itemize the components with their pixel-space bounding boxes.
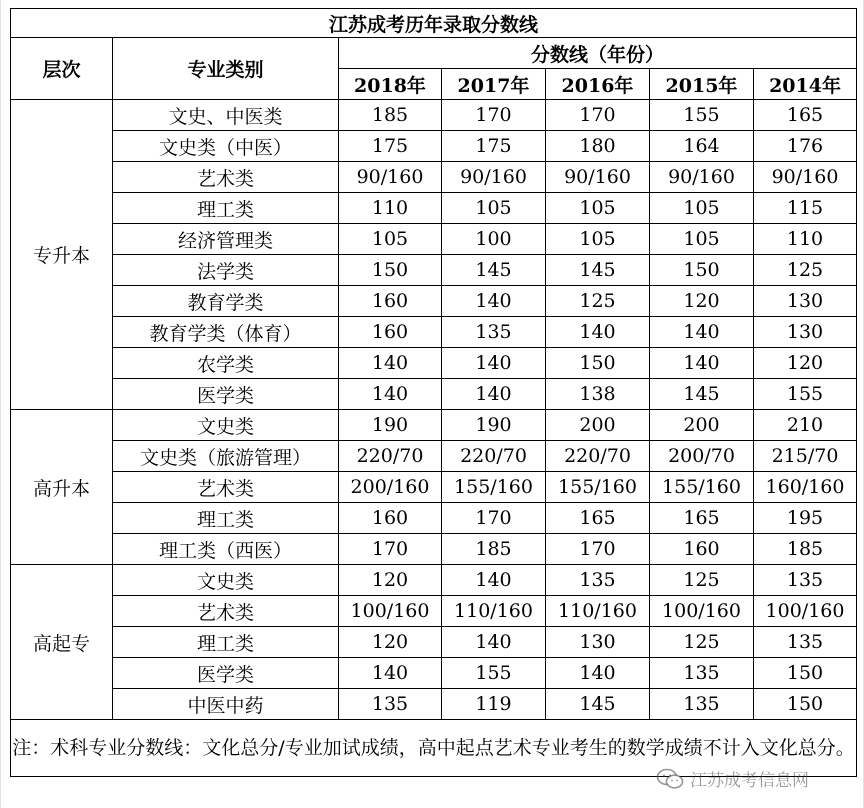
score-cell: 160 — [339, 503, 442, 534]
header-category: 专业类别 — [113, 38, 339, 100]
score-cell: 145 — [442, 255, 546, 286]
score-cell: 220/70 — [442, 441, 546, 472]
header-year: 2015年 — [650, 69, 754, 100]
score-cell: 140 — [442, 286, 546, 317]
score-cell: 160/160 — [754, 472, 857, 503]
score-cell: 135 — [754, 627, 857, 658]
watermark-text: 江苏成考信息网 — [690, 771, 809, 791]
score-cell: 170 — [546, 100, 650, 131]
table-row — [11, 131, 857, 162]
category-cell: 医学类 — [113, 379, 339, 410]
category-cell: 教育学类（体育） — [113, 317, 339, 348]
score-cell: 110/160 — [546, 596, 650, 627]
score-cell: 135 — [546, 565, 650, 596]
score-cell: 185 — [754, 534, 857, 565]
score-cell: 145 — [546, 689, 650, 720]
score-cell: 115 — [754, 193, 857, 224]
score-cell: 90/160 — [546, 162, 650, 193]
table-row — [11, 162, 857, 193]
score-cell: 165 — [754, 100, 857, 131]
score-cell: 90/160 — [339, 162, 442, 193]
score-cell: 135 — [650, 689, 754, 720]
score-cell: 195 — [754, 503, 857, 534]
score-cell: 119 — [442, 689, 546, 720]
score-cell: 160 — [339, 286, 442, 317]
score-cell: 140 — [339, 348, 442, 379]
score-cell: 150 — [339, 255, 442, 286]
score-cell: 165 — [546, 503, 650, 534]
score-cell: 105 — [442, 193, 546, 224]
score-cell: 200 — [650, 410, 754, 441]
category-cell: 艺术类 — [113, 472, 339, 503]
score-cell: 120 — [339, 627, 442, 658]
score-cell: 100/160 — [650, 596, 754, 627]
score-cell: 140 — [442, 627, 546, 658]
table-row — [11, 627, 857, 658]
score-cell: 170 — [546, 534, 650, 565]
table-row — [11, 410, 857, 441]
score-cell: 200/70 — [650, 441, 754, 472]
score-cell: 110/160 — [442, 596, 546, 627]
category-cell: 理工类（西医） — [113, 534, 339, 565]
table-row — [11, 565, 857, 596]
table-row — [11, 317, 857, 348]
score-cell: 100/160 — [339, 596, 442, 627]
score-cell: 130 — [754, 286, 857, 317]
category-cell: 农学类 — [113, 348, 339, 379]
category-cell: 艺术类 — [113, 596, 339, 627]
score-cell: 90/160 — [650, 162, 754, 193]
score-cell: 120 — [754, 348, 857, 379]
score-cell: 170 — [442, 503, 546, 534]
score-table — [10, 8, 857, 777]
score-cell: 220/70 — [339, 441, 442, 472]
score-cell: 110 — [754, 224, 857, 255]
score-cell: 165 — [650, 503, 754, 534]
score-cell: 176 — [754, 131, 857, 162]
level-cell: 高起专 — [11, 565, 113, 720]
score-cell: 175 — [339, 131, 442, 162]
table-title: 江苏成考历年录取分数线 — [11, 9, 857, 38]
score-cell: 125 — [650, 627, 754, 658]
score-cell: 155 — [754, 379, 857, 410]
header-level: 层次 — [11, 38, 113, 100]
score-cell: 200 — [546, 410, 650, 441]
score-cell: 138 — [546, 379, 650, 410]
score-cell: 155/160 — [442, 472, 546, 503]
score-cell: 140 — [650, 317, 754, 348]
score-cell: 125 — [754, 255, 857, 286]
table-row — [11, 503, 857, 534]
score-cell: 140 — [546, 658, 650, 689]
table-row — [11, 193, 857, 224]
score-cell: 200/160 — [339, 472, 442, 503]
score-cell: 164 — [650, 131, 754, 162]
category-cell: 文史、中医类 — [113, 100, 339, 131]
score-cell: 105 — [546, 224, 650, 255]
footnote: 注：术科专业分数线：文化总分/专业加试成绩，高中起点艺术专业考生的数学成绩不计入文化总分。 — [11, 720, 857, 777]
score-cell: 105 — [650, 193, 754, 224]
table-row — [11, 441, 857, 472]
table-row — [11, 348, 857, 379]
table-row — [11, 100, 857, 131]
score-cell: 90/160 — [754, 162, 857, 193]
header-year: 2018年 — [339, 69, 442, 100]
score-cell: 170 — [339, 534, 442, 565]
score-cell: 135 — [650, 658, 754, 689]
category-cell: 理工类 — [113, 503, 339, 534]
score-cell: 220/70 — [546, 441, 650, 472]
score-cell: 140 — [442, 565, 546, 596]
score-cell: 135 — [442, 317, 546, 348]
score-cell: 160 — [650, 534, 754, 565]
score-cell: 180 — [546, 131, 650, 162]
score-cell: 140 — [442, 379, 546, 410]
header-year: 2014年 — [754, 69, 857, 100]
category-cell: 法学类 — [113, 255, 339, 286]
score-cell: 150 — [754, 689, 857, 720]
score-cell: 105 — [650, 224, 754, 255]
score-cell: 100/160 — [754, 596, 857, 627]
level-cell: 高升本 — [11, 410, 113, 565]
score-cell: 185 — [339, 100, 442, 131]
table-row — [11, 689, 857, 720]
score-cell: 130 — [754, 317, 857, 348]
score-cell: 160 — [339, 317, 442, 348]
table-row — [11, 534, 857, 565]
gridline — [0, 0, 1, 808]
score-cell: 105 — [546, 193, 650, 224]
score-cell: 155 — [650, 100, 754, 131]
category-cell: 理工类 — [113, 627, 339, 658]
table-row — [11, 286, 857, 317]
table-row — [11, 472, 857, 503]
header-score-group: 分数线（年份） — [339, 38, 857, 69]
score-cell: 190 — [339, 410, 442, 441]
score-cell: 100 — [442, 224, 546, 255]
category-cell: 文史类（中医） — [113, 131, 339, 162]
score-cell: 210 — [754, 410, 857, 441]
score-cell: 150 — [650, 255, 754, 286]
category-cell: 文史类 — [113, 410, 339, 441]
score-cell: 155/160 — [546, 472, 650, 503]
table-row — [11, 379, 857, 410]
score-cell: 150 — [546, 348, 650, 379]
header-year: 2017年 — [442, 69, 546, 100]
category-cell: 文史类（旅游管理） — [113, 441, 339, 472]
score-cell: 105 — [339, 224, 442, 255]
score-cell: 120 — [650, 286, 754, 317]
score-cell: 175 — [442, 131, 546, 162]
category-cell: 中医中药 — [113, 689, 339, 720]
table-row — [11, 658, 857, 689]
score-cell: 185 — [442, 534, 546, 565]
score-cell: 90/160 — [442, 162, 546, 193]
score-cell: 120 — [339, 565, 442, 596]
score-cell: 130 — [546, 627, 650, 658]
score-cell: 140 — [546, 317, 650, 348]
note-row — [11, 720, 857, 777]
score-cell: 140 — [339, 658, 442, 689]
score-cell: 145 — [546, 255, 650, 286]
score-cell: 155/160 — [650, 472, 754, 503]
score-cell: 140 — [442, 348, 546, 379]
score-cell: 140 — [339, 379, 442, 410]
header-year: 2016年 — [546, 69, 650, 100]
category-cell: 教育学类 — [113, 286, 339, 317]
score-cell: 140 — [650, 348, 754, 379]
score-cell: 135 — [339, 689, 442, 720]
category-cell: 艺术类 — [113, 162, 339, 193]
level-cell: 专升本 — [11, 100, 113, 410]
category-cell: 医学类 — [113, 658, 339, 689]
score-cell: 145 — [650, 379, 754, 410]
score-cell: 125 — [546, 286, 650, 317]
score-cell: 150 — [754, 658, 857, 689]
score-cell: 135 — [754, 565, 857, 596]
category-cell: 文史类 — [113, 565, 339, 596]
table-row — [11, 596, 857, 627]
score-cell: 155 — [442, 658, 546, 689]
table-row — [11, 224, 857, 255]
score-cell: 215/70 — [754, 441, 857, 472]
score-cell: 125 — [650, 565, 754, 596]
score-cell: 110 — [339, 193, 442, 224]
score-cell: 190 — [442, 410, 546, 441]
score-cell: 170 — [442, 100, 546, 131]
category-cell: 经济管理类 — [113, 224, 339, 255]
table-row — [11, 255, 857, 286]
category-cell: 理工类 — [113, 193, 339, 224]
